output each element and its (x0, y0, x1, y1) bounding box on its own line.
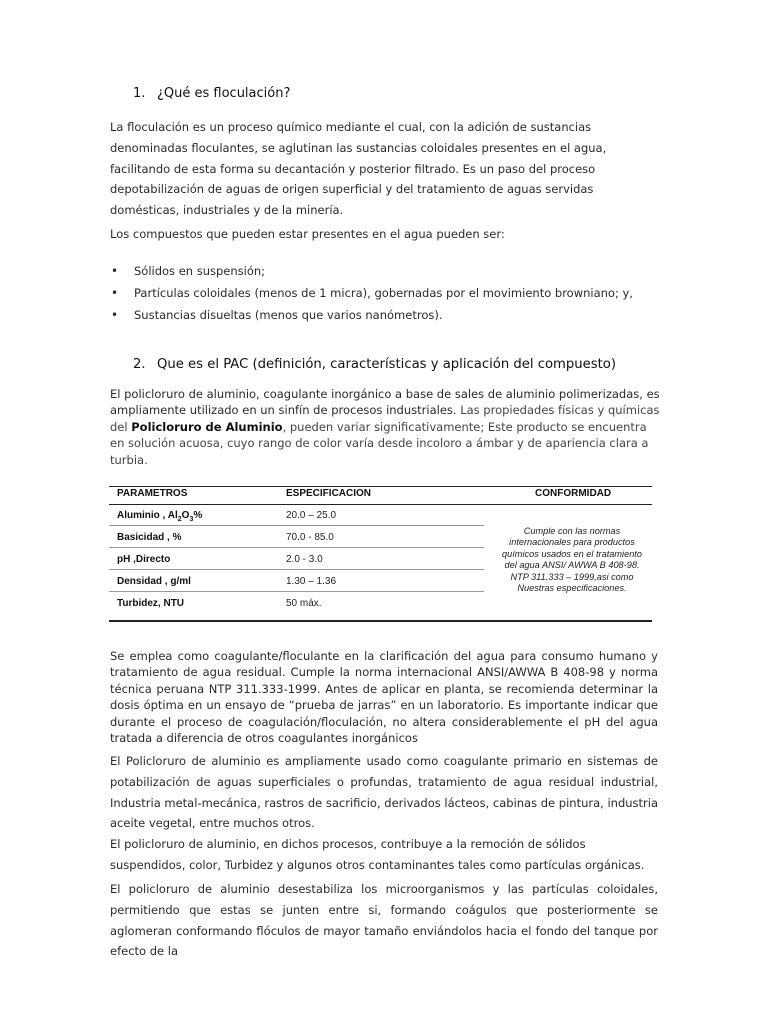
header-conf: CONFORMIDAD (535, 488, 612, 499)
section2-heading (133, 357, 616, 372)
section1-title: ¿Qué es floculación? (157, 86, 291, 101)
table-row (109, 550, 484, 570)
param-aluminio: Aluminio , $Al_2O_3\%$ (117, 510, 203, 523)
param-name: Basicidad , % (117, 532, 182, 543)
spec-table (109, 486, 652, 623)
spec-value: 70.0 - 85.0 (286, 532, 334, 543)
param-name: Turbidez, NTU (117, 598, 185, 609)
list-item: • Partículas coloidales (menos de 1 micra), gobernadas por el movimiento browniano; y, (110, 283, 670, 305)
param-name: Densidad , g/ml (117, 576, 191, 587)
header-param: PARAMETROS (117, 488, 188, 499)
conformity-text: Cumple con las normas internacionales para productos químicos usados en el tratamiento del agua ANSI/ AWWA B 408-98. NTP 311.333 – 1999,asi como Nuestras especificaciones. (502, 526, 642, 594)
spec-value: 20.0 – 25.0 (286, 510, 337, 521)
table-row (109, 528, 484, 548)
section1-paragraph2: Los compuestos que pueden estar presentes en el agua pueden ser: (110, 227, 505, 241)
section2-title: Que es el PAC (definición, características y aplicación del compuesto) (157, 357, 616, 372)
spec-value: 1.30 – 1.36 (286, 576, 337, 587)
section1-heading (133, 86, 290, 101)
table-row (109, 594, 484, 614)
section1-number: 1. (133, 86, 146, 101)
intro-bold: Policloruro de Aluminio (131, 419, 283, 434)
compounds-list (110, 261, 670, 327)
section2-paragraph3: Se emplea como coagulante/floculante en la clarificación del agua para consumo humano y tratamiento de agua residual. Cumple la norma internacional ANSI/AWWA B 408-98 y norma técnica peruana NTP 311.333-1999. Antes de aplicar en planta, se recomienda determinar la dosis óptima en un ensayo de “prueba de jarras” en un laboratorio. Es importante indicar que durante el proceso de coagulación/floculación, no altera considerablemente el pH del agua tratada a diferencia de otros coagulantes inorgánicos (110, 649, 658, 746)
spec-value: 2.0 - 3.0 (286, 554, 323, 565)
param-name: pH ,Directo (117, 554, 171, 565)
list-item: • Sólidos en suspensión; (110, 261, 670, 283)
section1-paragraph1: La floculación es un proceso químico mediante el cual, con la adición de sustancias denominadas floculantes, se aglutinan las sustancias coloidales presentes en el agua, facilitando de esta forma su decantación y posterior filtrado. Es un paso del proceso depotabilización de aguas de origen superficial y del tratamiento de aguas servidas domésticas, industriales y de la minería. (110, 120, 607, 218)
section2-intro (110, 386, 660, 468)
table-top-rule (109, 486, 652, 487)
table-bottom-rule (109, 620, 652, 622)
section2-paragraph4: El Policloruro de aluminio es ampliamente usado como coagulante primario en sistemas de potabilización de aguas superficiales o profundas, tratamiento de agua residual industrial, Industria metal-mecánica, rastros de sacrificio, derivados lácteos, cabinas de pintura, industria aceite vegetal, entre muchos otros. (110, 754, 658, 831)
table-header-rule (109, 504, 652, 505)
section2-paragraph6: El policloruro de aluminio desestabiliza los microorganismos y las partículas coloidales, permitiendo que estas se junten entre si, formando coágulos que posteriormente se aglomeran conformando flóculos de mayor tamaño enviándolos hacia el fondo del tanque por efecto de la (110, 882, 658, 959)
list-item: • Sustancias disueltas (menos que varios nanómetros). (110, 305, 670, 327)
header-spec: ESPECIFICACION (286, 488, 372, 499)
section2-paragraph5: El policloruro de aluminio, en dichos procesos, contribuye a la remoción de sólidos suspendidos, color, Turbidez y algunos otros contaminantes tales como partículas orgánicas. (110, 837, 645, 872)
intro-part-b: Las propiedades físicas y químicas del (110, 403, 660, 434)
spec-value: 50 máx. (286, 598, 322, 609)
table-row (109, 506, 484, 526)
table-row (109, 572, 484, 592)
intro-part-a: El policloruro de aluminio, coagulante inorgánico a base de sales de aluminio polimerizadas, es ampliamente utilizado en un sinfín de procesos industriales. (110, 387, 660, 418)
intro-part-c: , pueden variar significativamente; Este producto se encuentra en solución acuosa, cuyo rango de color varía desde incoloro a ámbar y de apariencia clara a turbia. (110, 419, 649, 467)
section2-number: 2. (133, 357, 146, 372)
